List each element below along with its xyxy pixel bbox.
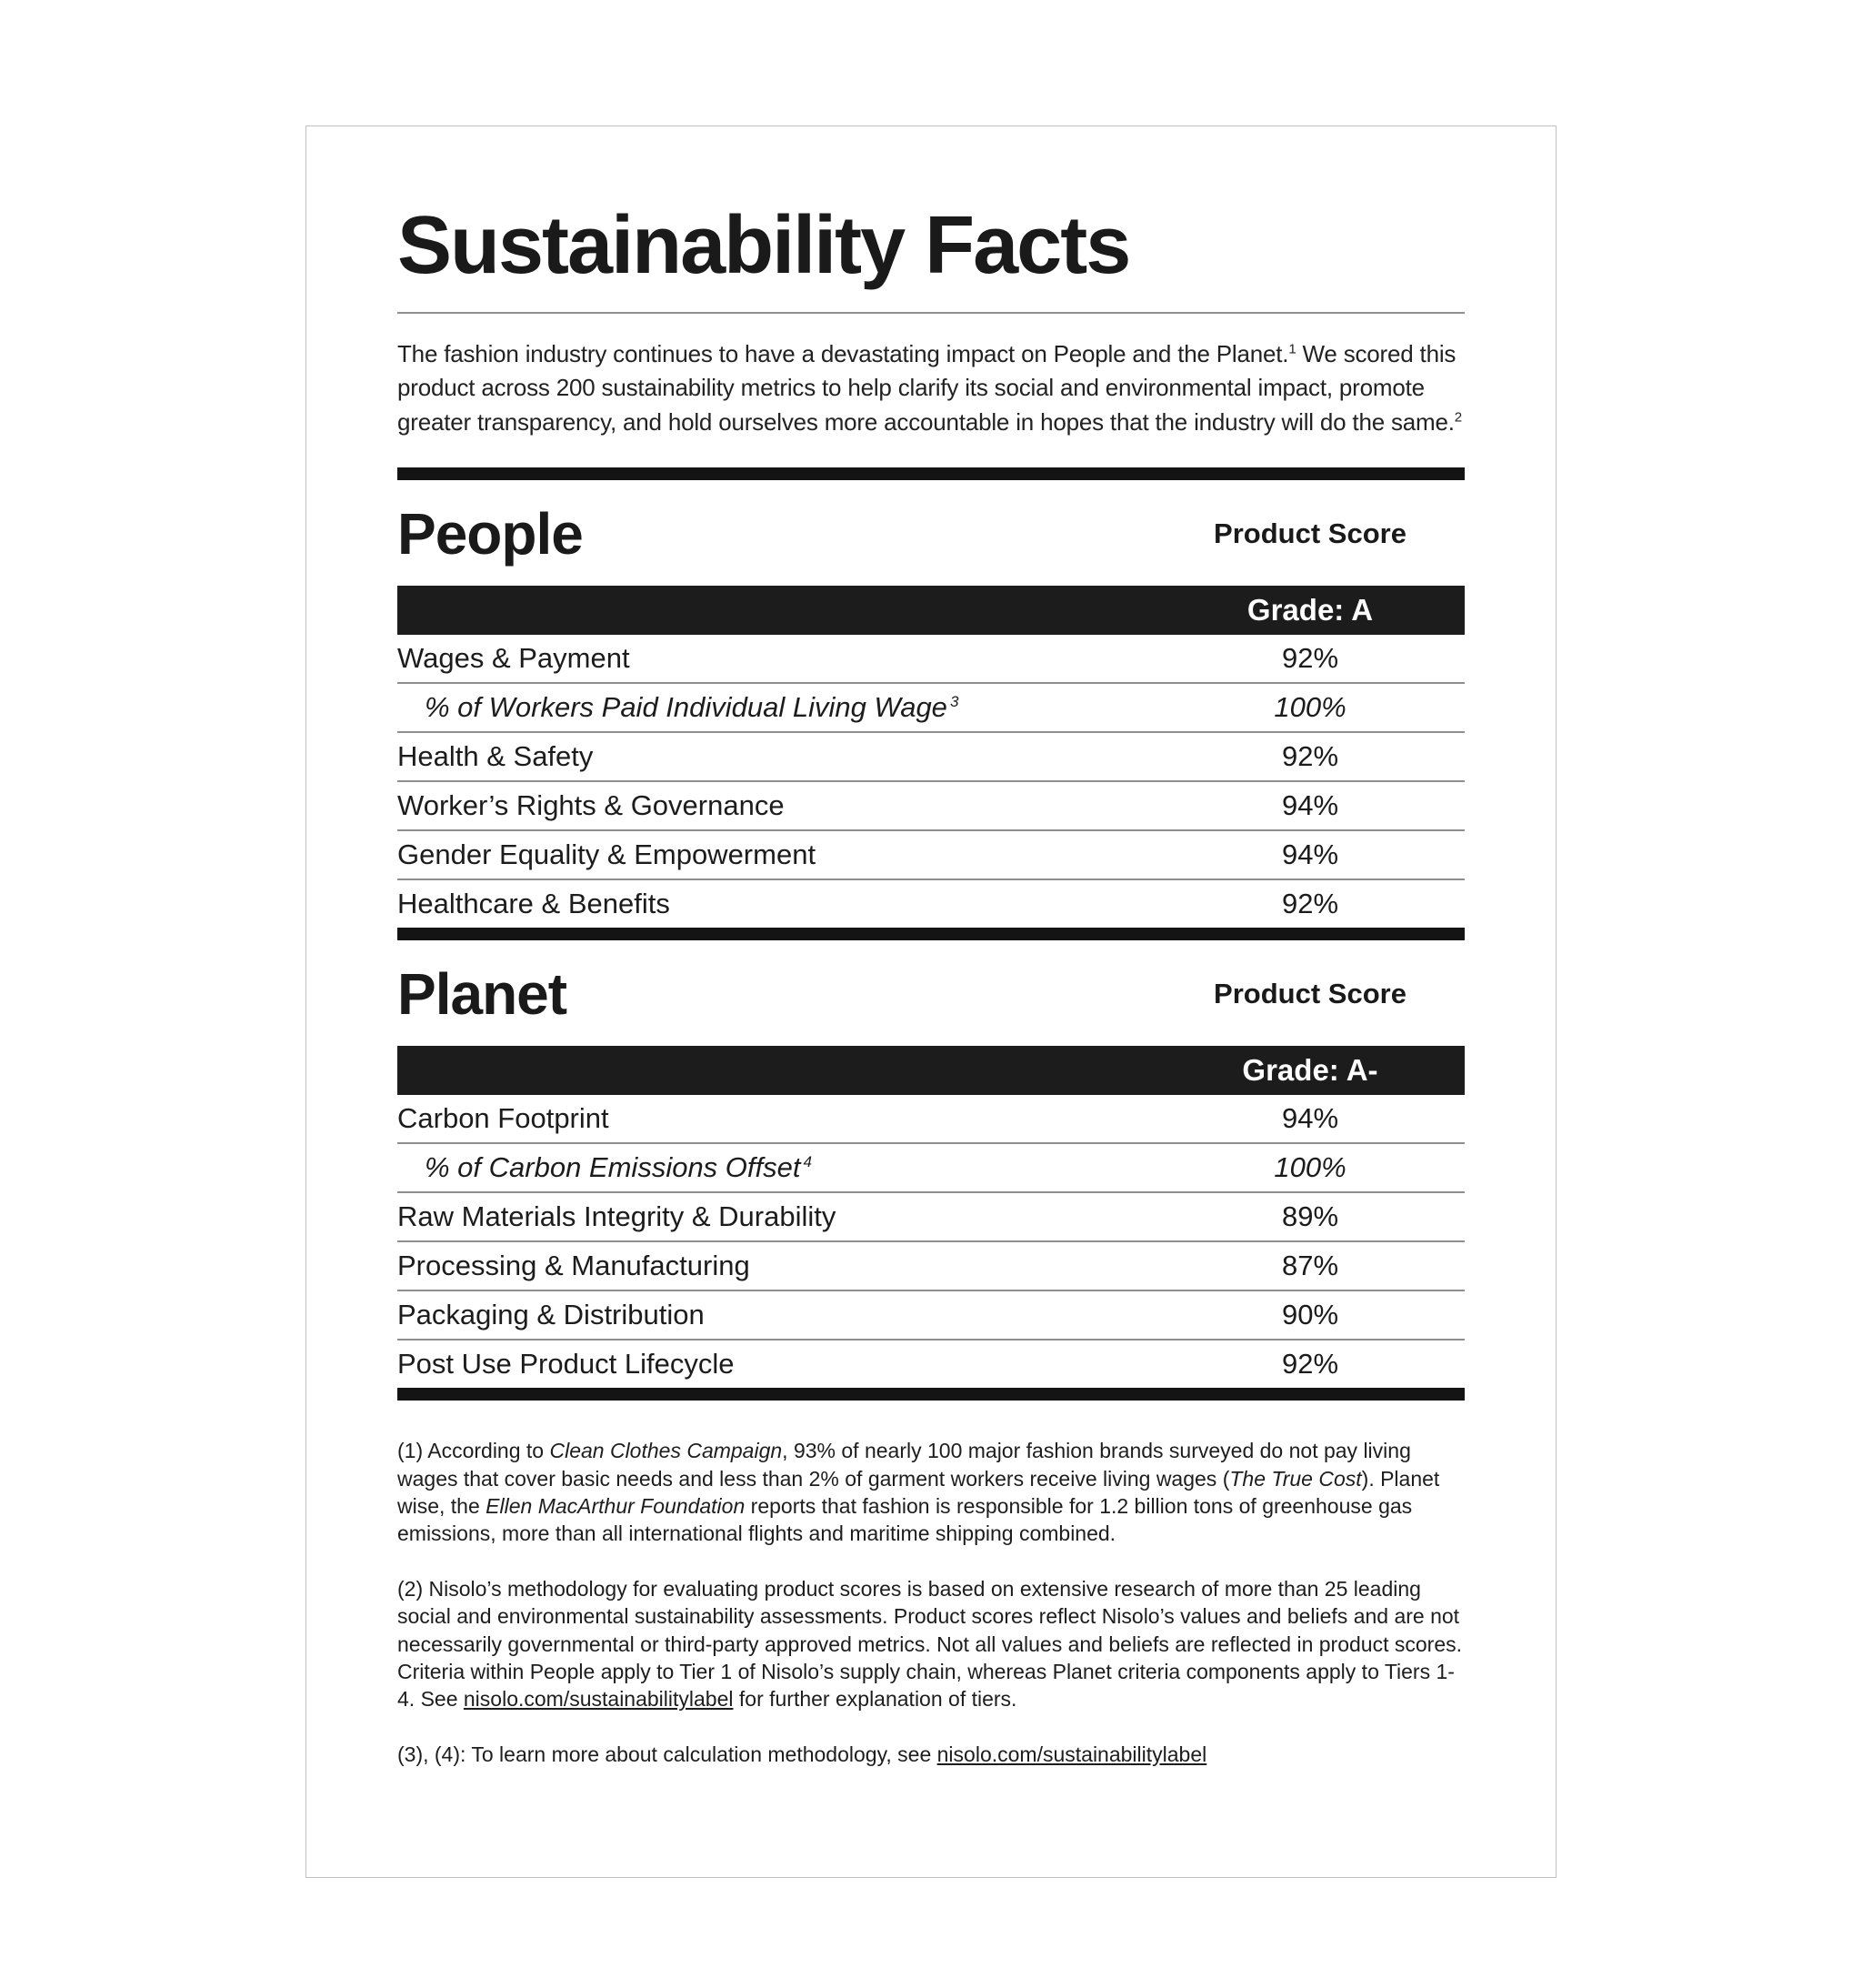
row-label [397, 888, 1156, 920]
row-value: 92% [1281, 641, 1339, 674]
planet-product-score-label: Product Score [1214, 978, 1407, 1010]
row-label [397, 838, 1156, 871]
superscript-ref: 1 [1288, 340, 1296, 356]
row-label [397, 1250, 1156, 1282]
footnote-3 [397, 1741, 1465, 1768]
planet-section [397, 940, 1465, 1401]
table-row-healthcare-benefits [397, 880, 1465, 928]
footnote-2 [397, 1575, 1465, 1713]
table-row-post-use-lifecycle [397, 1340, 1465, 1388]
intro-paragraph [397, 337, 1465, 440]
table-row-carbon-offset [397, 1144, 1465, 1193]
section-divider-bar-bottom [397, 1388, 1465, 1401]
text-segment: , 93% of nearly 100 major fashion brands surveyed do not pay living wages that cover basic needs and less than 2% of garment workers receive living wages ( [397, 1439, 1411, 1491]
row-value: 92% [1281, 887, 1339, 919]
row-label-text: Wages & Payment [397, 641, 630, 674]
row-value: 94% [1281, 838, 1339, 870]
row-label [397, 1200, 1156, 1233]
title-divider [397, 312, 1465, 314]
italic-text: Ellen MacArthur Foundation [486, 1494, 746, 1519]
people-product-score-label: Product Score [1214, 517, 1407, 549]
row-label-text: % of Workers Paid Individual Living Wage [425, 690, 947, 723]
row-value: 100% [1274, 690, 1346, 723]
row-value: 92% [1281, 1348, 1339, 1381]
row-label [397, 789, 1156, 822]
row-label [397, 1348, 1156, 1381]
superscript-ref: 2 [1454, 409, 1462, 426]
table-row-wages-payment [397, 635, 1465, 684]
row-label-text: Packaging & Distribution [397, 1299, 705, 1331]
row-label [397, 1102, 1156, 1135]
text-segment: ). Planet wise, the [397, 1466, 1440, 1519]
row-label [397, 642, 1156, 675]
text-segment: for further explanation of tiers. [733, 1687, 1017, 1712]
table-row-workers-living-wage [397, 684, 1465, 733]
row-label-text: Healthcare & Benefits [397, 887, 670, 919]
planet-table [397, 1095, 1465, 1388]
row-label-text: Raw Materials Integrity & Durability [397, 1200, 836, 1233]
planet-grade-value: Grade: A- [1242, 1053, 1378, 1088]
table-row-gender-equality [397, 831, 1465, 880]
text-segment: We scored this product across 200 sustainability metrics to help clarify its social and environmental impact, promote greater transparency, and hold ourselves more accountable in hopes that the industry will do the same. [397, 339, 1457, 436]
people-grade-bar [397, 586, 1465, 635]
text-segment: The fashion industry continues to have a devastating impact on People and the Planet. [397, 339, 1289, 367]
planet-grade-bar [397, 1046, 1465, 1095]
italic-text: The True Cost [1229, 1466, 1362, 1491]
row-label [397, 1299, 1156, 1331]
sustainability-label-link[interactable]: nisolo.com/sustainabilitylabel [463, 1687, 734, 1712]
row-value: 89% [1281, 1200, 1339, 1233]
people-section [397, 480, 1465, 940]
row-label-text: Worker’s Rights & Governance [397, 788, 785, 821]
sustainability-label-link[interactable]: nisolo.com/sustainabilitylabel [936, 1742, 1207, 1766]
row-label-text: Health & Safety [397, 739, 594, 772]
row-label-text: Gender Equality & Empowerment [397, 838, 816, 870]
planet-heading: Planet [397, 960, 567, 1027]
row-label-text: % of Carbon Emissions Offset [425, 1151, 801, 1184]
italic-text: Clean Clothes Campaign [549, 1439, 783, 1463]
row-label-text: Carbon Footprint [397, 1102, 609, 1135]
row-label-text: Post Use Product Lifecycle [397, 1348, 735, 1381]
text-segment: (3), (4): To learn more about calculation methodology, see [397, 1742, 937, 1766]
people-section-header [397, 480, 1465, 586]
row-value: 100% [1274, 1151, 1346, 1184]
footnote-ref-3: 3 [949, 692, 959, 710]
people-heading: People [397, 500, 583, 567]
table-row-carbon-footprint [397, 1095, 1465, 1144]
planet-section-header [397, 940, 1465, 1046]
table-row-packaging-distribution [397, 1291, 1465, 1340]
row-label [397, 740, 1156, 773]
row-label [397, 1151, 1156, 1184]
row-label-text: Processing & Manufacturing [397, 1250, 750, 1282]
section-divider-bar-middle [397, 928, 1465, 940]
sustainability-label-page [305, 126, 1557, 1878]
text-segment: reports that fashion is responsible for 1.2 billion tons of greenhouse gas emissions, more than all international flights and maritime shipping combined. [397, 1494, 1413, 1546]
text-segment: (2) Nisolo’s methodology for evaluating product scores is based on extensive research of more than 25 leading social and environmental sustainability assessments. Product scores reflect Nisolo’s values and beliefs and are not necessarily governmental or third-party approved metrics. Not all values and beliefs are reflected in product scores. Criteria within People apply to Tier 1 of Nisolo’s supply chain, whereas Planet criteria components apply to Tiers 1-4. See [397, 1576, 1463, 1712]
section-divider-bar-top [397, 467, 1465, 480]
people-table [397, 635, 1465, 928]
footnote-ref-4: 4 [803, 1153, 812, 1171]
row-value: 92% [1281, 739, 1339, 772]
row-value: 90% [1281, 1299, 1339, 1331]
table-row-workers-rights [397, 782, 1465, 831]
footnotes-block [397, 1437, 1465, 1768]
table-row-raw-materials [397, 1193, 1465, 1242]
table-row-health-safety [397, 733, 1465, 782]
row-value: 87% [1281, 1250, 1339, 1282]
table-row-processing-manufacturing [397, 1242, 1465, 1291]
text-segment: (1) According to [397, 1439, 550, 1463]
row-value: 94% [1281, 788, 1339, 821]
row-label [397, 691, 1156, 724]
row-value: 94% [1281, 1102, 1339, 1135]
footnote-1 [397, 1437, 1465, 1547]
people-grade-value: Grade: A [1246, 592, 1374, 627]
page-title: Sustainability Facts [397, 200, 1130, 291]
